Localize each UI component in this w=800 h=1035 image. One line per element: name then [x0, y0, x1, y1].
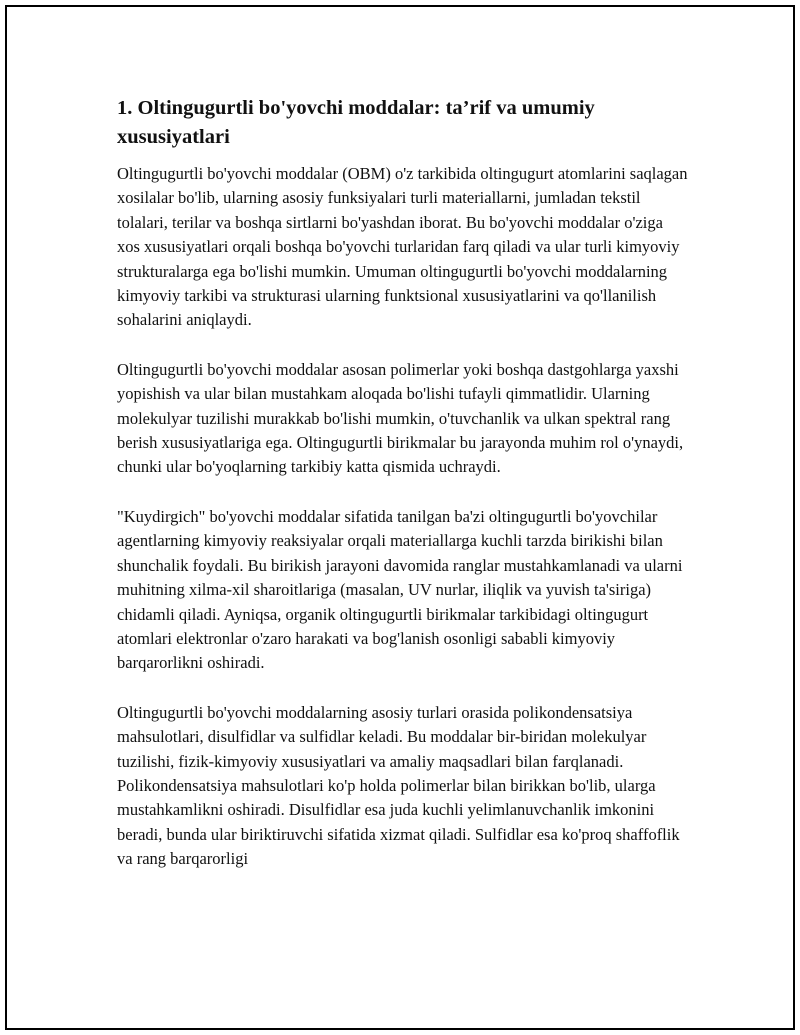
document-body	[117, 94, 689, 897]
paragraph-4: Oltingugurtli bo'yovchi moddalarning asosiy turlari orasida polikondensatsiya mahsulotlari, disulfidlar va sulfidlar keladi. Bu moddalar bir-biridan molekulyar tuzilishi, fizik-kimyoviy xususiyatlari va amaliy maqsadlari bilan farqlanadi. Polikondensatsiya mahsulotlari ko'p holda polimerlar bilan birikkan bo'lib, ularga mustahkamlikni oshiradi. Disulfidlar esa juda kuchli yelimlanuvchanlik imkonini beradi, bunda ular biriktiruvchi sifatida xizmat qiladi. Sulfidlar esa ko'proq shaffoflik va rang barqarorligi	[117, 702, 680, 869]
paragraph-1: Oltingugurtli bo'yovchi moddalar (OBM) o'z tarkibida oltingugurt atomlarini saqlagan xosilalar bo'lib, ularning asosiy funksiyalari turli materiallarni, jumladan tekstil tolalari, terilar va boshqa sirtlarni bo'yashdan iborat. Bu bo'yovchi moddalar o'ziga xos xususiyatlari orqali boshqa bo'yovchi turlaridan farq qiladi va ular turli kimyoviy strukturalarga ega bo'lishi mumkin. Umuman oltingugurtli bo'yovchi moddalarning kimyoviy tarkibi va strukturasi ularning funktsional xususiyatlarini va qo'llanilish sohalarini aniqlaydi.	[117, 164, 688, 330]
paragraph-3: "Kuydirgich" bo'yovchi moddalar sifatida tanilgan ba'zi oltingugurtli bo'yovchilar agentlarning kimyoviy reaksiyalar orqali materiallarga kuchli tarzda birikishi bilan shunchalik foydali. Bu birikish jarayoni davomida ranglar mustahkamlanadi va ularni muhitning xilma-xil sharoitlariga (masalan, UV nurlar, iliqlik va yuvish ta'siriga) chidamli qiladi. Ayniqsa, organik oltingugurtli birikmalar tarkibidagi oltingugurt atomlari elektronlar o'zaro harakati va bog'lanish osonligi sababli kimyoviy barqarorlikni oshiradi.	[117, 506, 683, 673]
section-heading: 1. Oltingugurtli bo'yovchi moddalar: ta’rif va umumiy xususiyatlari	[117, 97, 595, 148]
paragraph-2: Oltingugurtli bo'yovchi moddalar asosan polimerlar yoki boshqa dastgohlarga yaxshi yopishish va ular bilan mustahkam aloqada bo'lishi tufayli qimmatlidir. Ularning molekulyar tuzilishi murakkab bo'lishi mumkin, o'tuvchanlik va ulkan spektral rang berish xususiyatlariga ega. Oltingugurtli birikmalar bu jarayonda muhim rol o'ynaydi, chunki ular bo'yoqlarning tarkibiy katta qismida uchraydi.	[117, 359, 684, 477]
